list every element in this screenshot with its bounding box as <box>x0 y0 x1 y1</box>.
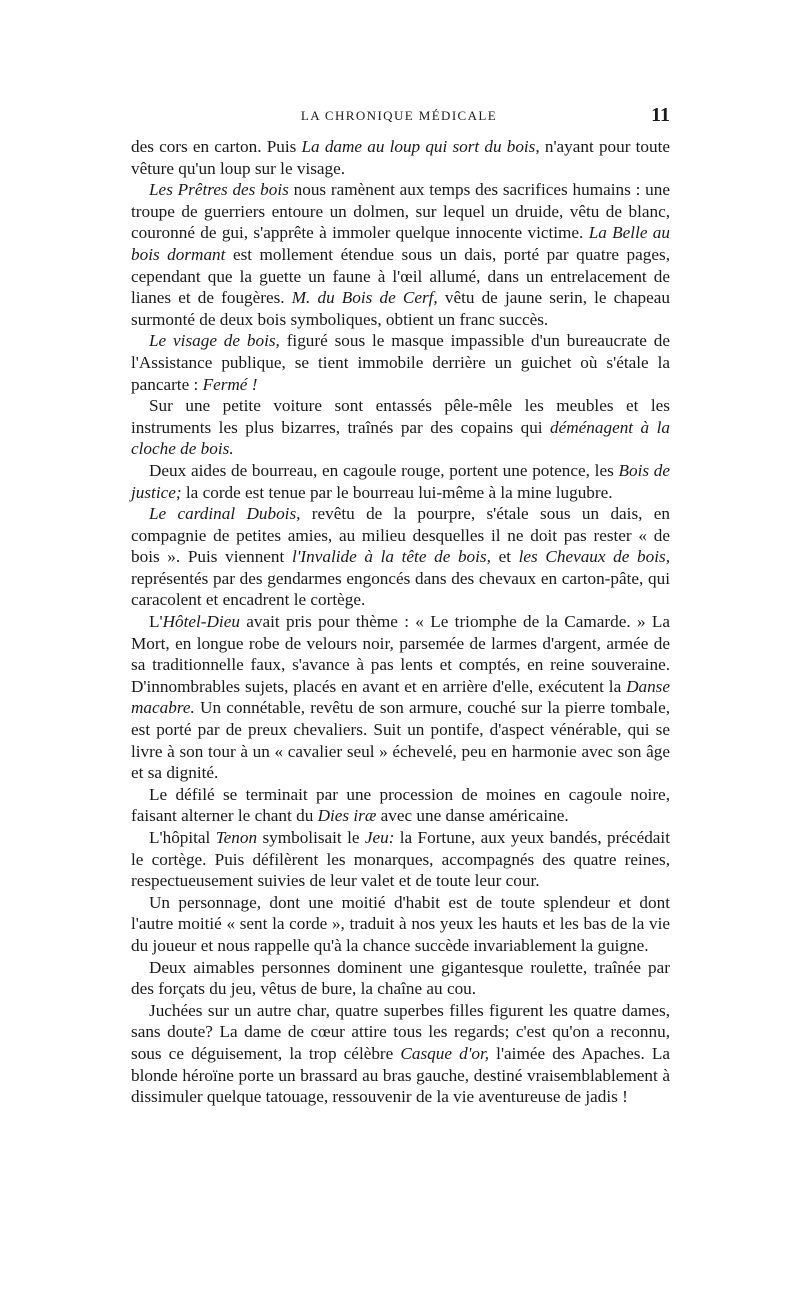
text-run: Sur une petite voiture sont entassés pêle-mêle les meubles et les instruments les plus bizarres, traînés par des copains qui <box>131 396 670 437</box>
page-header <box>128 104 670 134</box>
paragraph <box>131 892 670 957</box>
text-run: la Fortune, aux yeux bandés, précédait le cortège. Puis défilèrent les monarques, accompagnés des quatre reines, respectueusement suivies de leur valet et de toute leur cour. <box>131 828 670 891</box>
italic-text: Jeu: <box>364 828 395 847</box>
italic-text: Hôtel-Dieu <box>162 612 240 632</box>
page-number: 11 <box>651 104 670 126</box>
text-run: représentés par des gendarmes engoncés dans des chevaux en carton-pâte, qui caracolent et encadrent le cortège. <box>131 568 670 610</box>
text-run: Deux aides de bourreau, en cagoule rouge, portent une potence, les <box>149 460 619 480</box>
text-run: Le défilé se terminait par une procession de moines en cagoule noire, faisant alterner le chant du <box>131 784 670 826</box>
text-run: L' <box>149 612 163 632</box>
text-run: l'aimée des Apaches. La blonde héroïne porte un brassard au bras gauche, destiné vraisemblablement à dissimuler quelque tatouage, ressouvenir de la vie aventureuse de jadis ! <box>131 1043 671 1107</box>
text-run: vêtu de jaune serin, le chapeau surmonté de deux bois symboliques, obtient un franc succès. <box>131 288 670 329</box>
italic-text: l'Invalide à la tête de bois, <box>291 547 491 567</box>
paragraph <box>131 957 670 1000</box>
body-text <box>131 136 670 1108</box>
italic-text: Dies iræ <box>317 806 377 826</box>
text-run: Un personnage, dont une moitié d'habit est de toute splendeur et dont l'autre moitié « sent la corde », traduit à nos yeux les hauts et les bas de la vie du joueur et nous rappelle qu'à la chance succède invariablement la guigne. <box>131 892 670 955</box>
italic-text: Le cardinal Dubois, <box>149 504 301 524</box>
italic-text: déménagent à la cloche de bois. <box>131 417 670 459</box>
running-title: LA CHRONIQUE MÉDICALE <box>300 108 498 123</box>
text-run: Juchées sur un autre char, quatre superbes filles figurent les quatre dames, sans doute? La dame de cœur attire tous les regards; c'est qu'on a reconnu, sous ce déguisement, la trop célèbre <box>131 1000 670 1063</box>
italic-text: Fermé ! <box>202 374 258 394</box>
italic-text: La dame au loup qui sort du bois, <box>301 137 540 156</box>
paragraph <box>131 136 670 179</box>
paragraph <box>131 784 670 827</box>
text-run: revêtu de la pourpre, s'étale sous un dais, en compagnie de petites amies, au milieu desquelles il ne doit pas rester « de bois ». Puis viennent <box>131 504 671 567</box>
paragraph <box>131 395 670 460</box>
text-run: Un connétable, revêtu de son armure, couché sur la pierre tombale, est porté par de preux chevaliers. Suit un pontife, d'aspect vénérable, qui se livre à son tour à un « cavalier seul » échevelé, peu en harmonie avec son âge et sa dignité. <box>131 698 670 783</box>
paragraph <box>131 330 670 395</box>
text-run: L'hôpital <box>149 828 216 847</box>
text-run: symbolisait le <box>257 828 365 847</box>
text-run: nous ramènent aux temps des sacrifices humains : une troupe de guerriers entoure un dolmen, sur lequel un druide, vêtu de blanc, couronné de gui, s'apprête à immoler quelque innocente victime. <box>131 180 670 243</box>
italic-text: Danse macabre. <box>131 676 670 718</box>
text-run: avec une danse américaine. <box>376 806 569 826</box>
paragraph <box>131 1000 670 1108</box>
text-run: n'ayant pour toute vêture qu'un loup sur le visage. <box>131 137 670 178</box>
italic-text: M. du Bois de Cerf, <box>291 288 438 308</box>
text-run: Deux aimables personnes dominent une gigantesque roulette, traînée par des forçats du jeu, vêtus de bure, la chaîne au cou. <box>131 957 670 999</box>
paragraph <box>131 611 670 784</box>
italic-text: Casque d'or, <box>400 1043 490 1063</box>
text-run: et <box>490 547 519 567</box>
italic-text: Le visage de bois, <box>149 331 280 351</box>
text-run: avait pris pour thème : « Le triomphe de la Camarde. » La Mort, en longue robe de velours noir, parsemée de larmes d'argent, armée de sa traditionnelle faux, s'avance à pas lents et comptés, en reine souveraine. D'innombrables sujets, placés en avant et en arrière d'elle, exécutent la <box>131 612 670 696</box>
italic-text: Les Prêtres des bois <box>149 180 289 200</box>
italic-text: Bois de justice; <box>131 460 670 502</box>
text-run: la corde est tenue par le bourreau lui-même à la mine lugubre. <box>181 482 613 502</box>
italic-text: les Chevaux de bois, <box>518 547 670 567</box>
paragraph <box>131 827 670 892</box>
text-run: des cors en carton. Puis <box>131 137 302 156</box>
italic-text: La Belle au bois dormant <box>131 223 670 264</box>
paragraph <box>131 503 670 611</box>
paragraph <box>131 460 670 503</box>
italic-text: Tenon <box>215 828 258 847</box>
text-run: figuré sous le masque impassible d'un bureaucrate de l'Assistance publique, se tient immobile derrière un guichet où s'étale la pancarte : <box>131 331 670 394</box>
text-run: est mollement étendue sous un dais, porté par quatre pages, cependant que la guette un faune à l'œil allumé, dans un entrelacement de lianes et de fougères. <box>131 244 670 308</box>
paragraph <box>131 179 670 330</box>
